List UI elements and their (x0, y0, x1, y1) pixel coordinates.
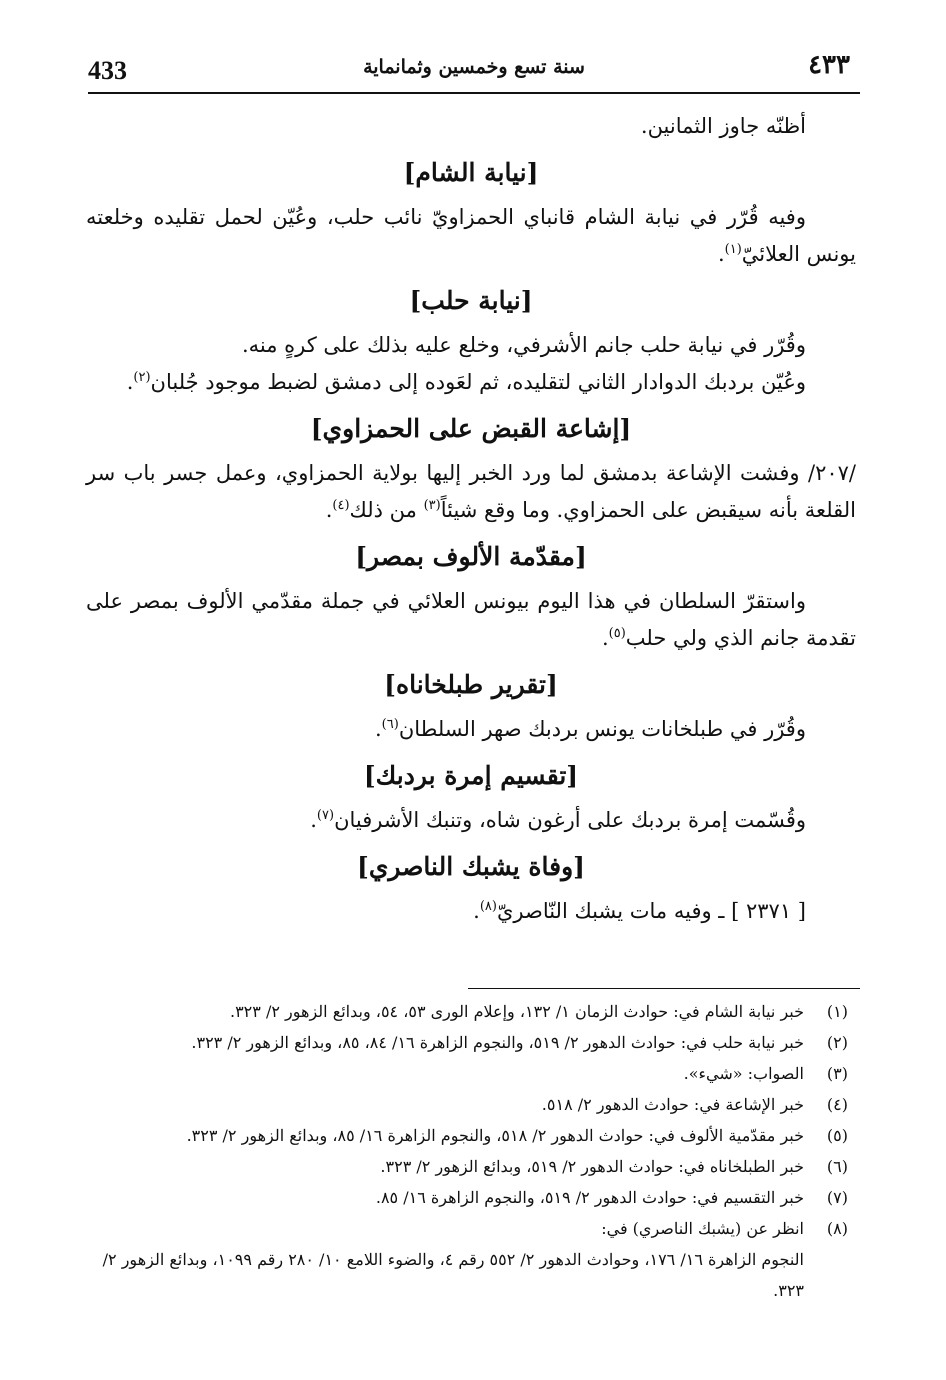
section-heading: [نيابة حلب] (409, 286, 533, 315)
footnote-number: (٨) (826, 1219, 848, 1238)
paragraph-tail: . (325, 498, 333, 522)
footnote (96, 1089, 848, 1120)
footnotes (96, 996, 848, 1306)
paragraph-text: /٢٠٧/ وفشت الإشاعة بدمشق لما ورد الخبر إليها بولاية الحمزاوي، وعمل جسر باب سر القلعة بأنه سيقبض على الحمزاوي. وما وقع شيئاً (86, 461, 856, 522)
paragraph (86, 364, 856, 401)
footnote-number: (٥) (826, 1126, 848, 1145)
footnote-ref[interactable]: (٨) (479, 899, 497, 914)
paragraph (86, 893, 856, 930)
section-heading: [تقسيم إمرة بردبك] (363, 761, 579, 790)
section-heading: [تقرير طبلخاناه] (384, 670, 558, 699)
footnote-ref[interactable]: (١) (724, 242, 742, 257)
section-heading: [نيابة الشام] (403, 158, 539, 187)
paragraph (86, 802, 856, 839)
page-number-arabic: ٤٣٣ (808, 50, 850, 80)
paragraph-text: وفيه قُرّر في نيابة الشام قانباي الحمزاويّ نائب حلب، وعُيّن لحمل تقليده وخلعته يونس العلائيّ (86, 205, 856, 266)
paragraph (86, 199, 856, 273)
paragraph-text: وقُرّر في طبلخانات يونس بردبك صهر السلطان (398, 717, 806, 741)
paragraph (86, 455, 856, 529)
footnote (96, 1182, 848, 1213)
section-heading: [مقدّمة الألوف بمصر] (355, 542, 587, 571)
paragraph-tail: . (473, 899, 480, 923)
footnote (96, 1151, 848, 1182)
paragraph (86, 583, 856, 657)
paragraph-tail: . (310, 808, 317, 832)
footnote-continuation: النجوم الزاهرة ١٦/ ١٧٦، وحوادث الدهور ٢/ ٥٥٢ رقم ٤، والضوء اللامع ١٠/ ٢٨٠ رقم ١٠٩٩، وبدائع الزهور ٢/ ٣٢٣. (102, 1250, 804, 1300)
footnote-text: خبر الطبلخاناه في: حوادث الدهور ٢/ ٥١٩، وبدائع الزهور ٢/ ٣٢٣. (380, 1157, 804, 1176)
page-header (88, 46, 860, 94)
intro-paragraph: أظنّه جاوز الثمانين. (640, 114, 806, 138)
footnote-ref[interactable]: (٥) (608, 626, 626, 641)
paragraph-text: وقُرّر في نيابة حلب جانم الأشرفي، وخلع عليه بذلك على كرهٍ منه. (241, 333, 806, 357)
footnote-ref[interactable]: (٤) (332, 498, 350, 513)
footnote-text: خبر مقدّمية الألوف في: حوادث الدهور ٢/ ٥١٨، والنجوم الزاهرة ١٦/ ٨٥، وبدائع الزهور ٢/ ٣٢٣. (186, 1126, 804, 1145)
paragraph (86, 327, 856, 364)
footnote-text: خبر نيابة حلب في: حوادث الدهور ٢/ ٥١٩، والنجوم الزاهرة ١٦/ ٨٤، ٨٥، وبدائع الزهور ٢/ ٣٢٣. (191, 1033, 804, 1052)
footnote-number: (٦) (826, 1157, 848, 1176)
footnote-number: (٧) (826, 1188, 848, 1207)
footnote-number: (٤) (826, 1095, 848, 1114)
paragraph-tail: . (374, 717, 382, 741)
paragraph (86, 711, 856, 748)
footnote-divider (468, 988, 860, 989)
footnote-text: خبر التقسيم في: حوادث الدهور ٢/ ٥١٩، والنجوم الزاهرة ١٦/ ٨٥. (375, 1188, 804, 1207)
footnote-text: انظر عن (يشبك الناصري) في: (601, 1219, 804, 1238)
footnote-ref[interactable]: (٣) (423, 498, 441, 513)
section-heading: [وفاة يشبك الناصري] (357, 852, 585, 881)
footnote-ref[interactable]: (٧) (316, 808, 335, 823)
paragraph-tail: . (126, 370, 134, 394)
footnote-text: خبر الإشاعة في: حوادث الدهور ٢/ ٥١٨. (541, 1095, 804, 1114)
page-number-latin: 433 (88, 56, 127, 85)
footnote (96, 1058, 848, 1089)
footnote-text: خبر نيابة الشام في: حوادث الزمان ١/ ١٣٢، وإعلام الورى ٥٣، ٥٤، وبدائع الزهور ٢/ ٣٢٣. (229, 1002, 804, 1021)
footnote-ref[interactable]: (٢) (133, 370, 151, 385)
section-heading: [إشاعة القبض على الحمزاوي] (310, 414, 632, 443)
paragraph-text: [ ٢٣٧١ ] ـ وفيه مات يشبك النّاصريّ (496, 899, 806, 923)
footnote (96, 1120, 848, 1151)
paragraph-text: وعُيّن بردبك الدوادار الثاني لتقليده، ثم لعَوده إلى دمشق لضبط موجود جُلبان (150, 370, 806, 394)
footnote-ref[interactable]: (٦) (381, 717, 399, 732)
footnote-number: (١) (826, 1002, 848, 1021)
footnote (96, 1027, 848, 1058)
paragraph-tail: . (601, 626, 609, 650)
footnote (96, 1213, 848, 1244)
paragraph-tail: . (717, 242, 725, 266)
footnote (96, 996, 848, 1027)
footnote-text: الصواب: «شيء». (683, 1064, 804, 1083)
footnote-number: (٢) (826, 1033, 848, 1052)
running-title: سنة تسع وخمسين وثمانماية (363, 56, 585, 78)
paragraph-text: وقُسّمت إمرة بردبك على أرغون شاه، وتنبك الأشرفيان (334, 808, 806, 832)
paragraph-text: واستقرّ السلطان في هذا اليوم بيونس العلائي في جملة مقدّمي الألوف بمصر على تقدمة جانم الذي ولي حلب (86, 589, 856, 650)
main-text (86, 108, 856, 930)
footnote-number: (٣) (826, 1064, 848, 1083)
paragraph-tail: من ذلك (349, 498, 424, 522)
